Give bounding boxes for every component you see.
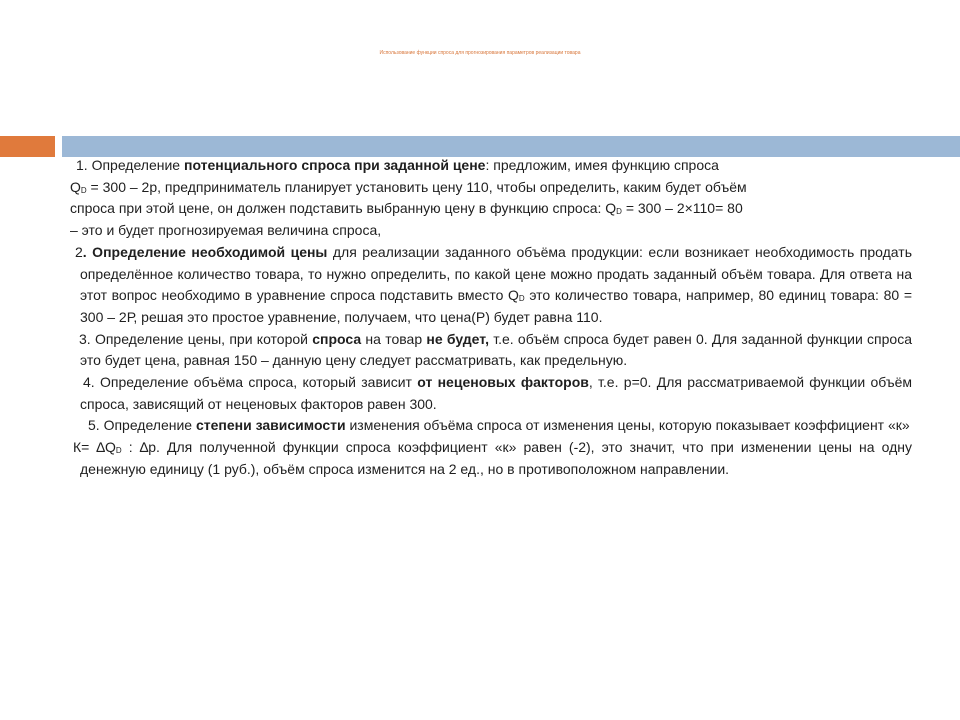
- subscript: D: [518, 294, 525, 304]
- text: 1. Определение: [76, 157, 184, 173]
- slide-body: [70, 155, 912, 481]
- text: : предложим, имея функцию спроса: [485, 157, 719, 173]
- text: = 300 – 2×110= 80: [621, 200, 743, 217]
- paragraph-1-line-4: – это и будет прогнозируемая величина спроса,: [70, 222, 382, 239]
- paragraph-3: [70, 329, 912, 372]
- subscript: D: [616, 207, 622, 217]
- text: 4. Определение объёма спроса, который зависит: [83, 374, 418, 391]
- text: Q: [70, 178, 81, 195]
- text: изменения объёма спроса от изменения цены, которую показывает коэффициент «к»: [345, 417, 910, 434]
- paragraph-1-line-2: [70, 177, 912, 199]
- text: : ∆р. Для полученной функции спроса коэффициент «к» равен (-2), это значит, что при изменении цены на одну денежную единицу (1 руб.), объём спроса изменится на 2 ед., но в противоположном направлении.: [80, 439, 912, 477]
- emphasis: не будет,: [426, 330, 489, 347]
- text: 5. Определение: [88, 417, 196, 434]
- paragraph-6: [70, 437, 912, 480]
- emphasis: спроса: [312, 330, 362, 347]
- paragraph-2: [70, 242, 912, 329]
- text: т.е. объём спроса будет равен 0. Для заданной функции спроса это будет цена, равная 150 – данную цену следует рассматривать, как предельную.: [80, 330, 912, 369]
- text: спроса при этой цене, он должен подставить выбранную цену в функцию спроса: Q: [70, 200, 617, 217]
- paragraph-1-line-3: [70, 198, 912, 220]
- text: 3. Определение цены, при которой: [79, 330, 313, 347]
- slide-title: Использование функции спроса для прогнозирования параметров реализации товара: [379, 50, 581, 56]
- emphasis: потенциального спроса при заданной цене: [183, 157, 486, 173]
- accent-band-right: [62, 136, 960, 157]
- text: на товар: [361, 330, 427, 347]
- paragraph-5: [70, 415, 912, 437]
- emphasis: . Определение: [82, 243, 192, 260]
- subscript: D: [115, 446, 122, 456]
- text: 2: [75, 243, 83, 260]
- subscript: D: [80, 185, 87, 195]
- accent-band-left: [0, 136, 55, 157]
- text: для реализации заданного объёма продукции: если возникает необходимость продать определённое количество товара, то нужно определить, по какой цене можно продать заданный объём товара. Для ответа на этот вопрос необходимо в уравнение спроса подставить вместо Q: [80, 243, 912, 304]
- text: это количество товара, например, 80 единиц товара: 80 = 300 – 2Р, решая это простое уравнение, получаем, что цена(Р) будет равна 110.: [80, 287, 912, 325]
- paragraph-1: [70, 155, 912, 177]
- paragraph-4: [70, 372, 912, 415]
- text: , т.е. р=0. Для рассматриваемой функции объём спроса, зависящий от неценовых факторов равен 300.: [80, 374, 912, 412]
- text: К= ∆Q: [73, 439, 116, 456]
- text: = 300 – 2р, предприниматель планирует установить цену 110, чтобы определить, каким будет объём: [86, 178, 747, 195]
- emphasis: степени зависимости: [195, 417, 346, 434]
- emphasis: от неценовых факторов: [417, 374, 589, 391]
- emphasis: необходимой цены: [191, 243, 328, 260]
